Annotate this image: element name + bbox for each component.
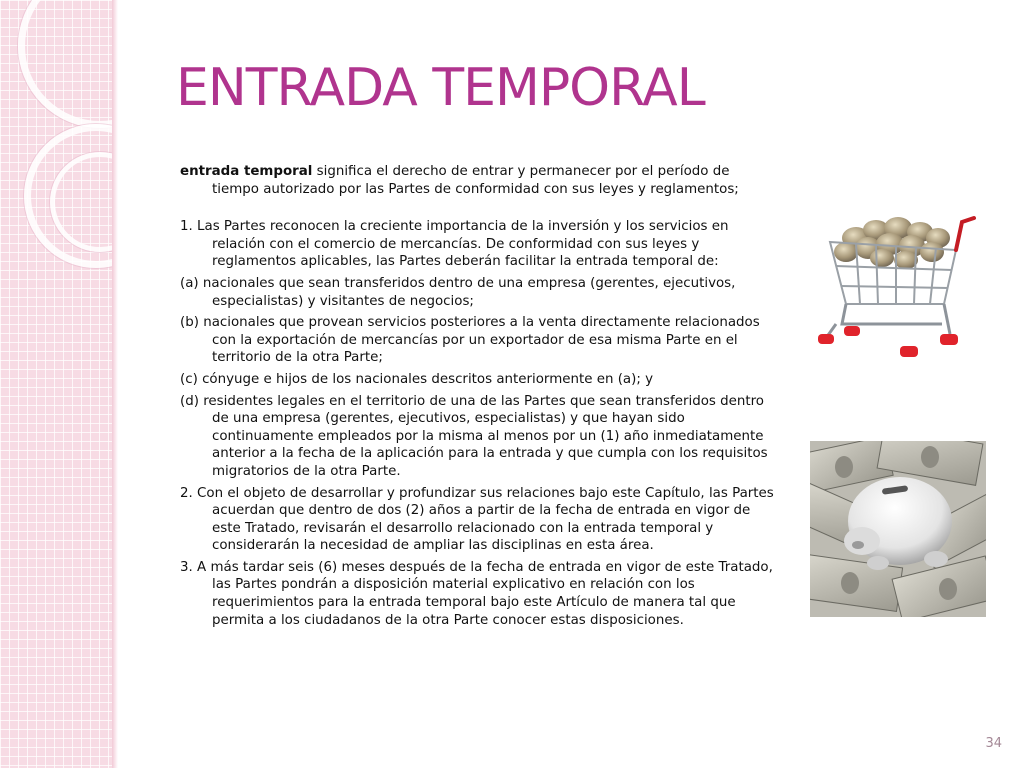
piggy-bank-image <box>810 441 986 617</box>
cart-wheels <box>818 326 958 357</box>
cart-handle <box>956 218 974 250</box>
paragraph-1: 1. Las Partes reconocen la creciente importancia de la inversión y los servicios en relación con el comercio de mercancías. De conformidad con sus leyes y reglamentos aplicables, las Partes deberán facilitar la entrada temporal de: <box>180 219 729 270</box>
list-item-d: (d) residentes legales en el territorio de una de las Partes que sean transferidos dentro de una empresa (gerentes, ejecutivos, especialistas) y que hayan sido continuamente empleados por la misma al menos por un (1) año inmediatamente anterior a la fecha de la aplicación para la entrada y que cumpla con los requisitos migratorios de la otra Parte. <box>180 393 768 479</box>
list-item-c: (c) cónyuge e hijos de los nacionales descritos anteriormente en (a); y <box>180 371 654 387</box>
list-item-b: (b) nacionales que provean servicios posteriores a la venta directamente relacionados con la exportación de mercancías por un exportador de esa misma Parte en el territorio de la otra Parte; <box>180 315 760 366</box>
slide-title: ENTRADA TEMPORAL <box>176 58 705 118</box>
paragraph-3: 3. A más tardar seis (6) meses después de la fecha de entrada en vigor de este Tratado, las Partes pondrán a disposición material explicativo en relación con los requerimientos para la entrada temporal bajo este Artículo de manera tal que permita a los ciudadanos de la otra Parte conocer estas disposiciones. <box>180 559 773 628</box>
definition-text: significa el derecho de entrar y permanecer por el período de tiempo autorizado por las Partes de conformidad con sus leyes y reglamentos; <box>212 164 739 197</box>
decorative-ring <box>18 0 112 128</box>
paragraph-2: 2. Con el objeto de desarrollar y profundizar sus relaciones bajo este Capítulo, las Partes acuerdan que dentro de dos (2) años a partir de la fecha de entrada en vigor de este Tratado, revisarán el desarrollo relacionado con la entrada temporal y considerarán la necesidad de ampliar las disciplinas en esta área. <box>180 485 774 554</box>
side-band-edge <box>112 0 118 768</box>
slide-number: 34 <box>985 736 1002 751</box>
definition-term: entrada temporal <box>180 164 313 179</box>
slide-body <box>180 163 775 633</box>
list-item-a: (a) nacionales que sean transferidos dentro de una empresa (gerentes, ejecutivos, especialistas) y visitantes de negocios; <box>180 275 736 309</box>
shopping-cart-image <box>816 208 978 364</box>
decorative-side-band <box>0 0 112 768</box>
definition-paragraph <box>180 163 775 198</box>
